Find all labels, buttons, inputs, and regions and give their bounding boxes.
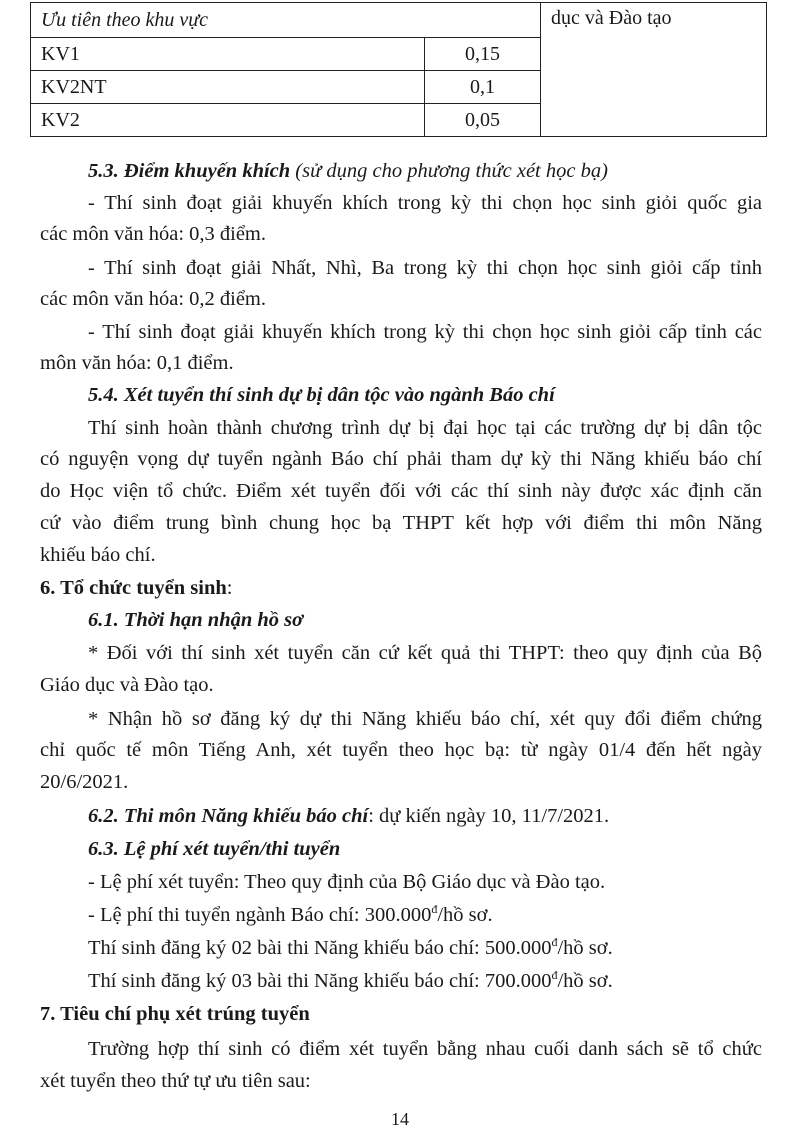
- section-6-2: [88, 803, 609, 829]
- s63-line3-text: Thí sinh đăng ký 02 bài thi Năng khiếu báo chí: 500.000: [88, 937, 552, 959]
- s63-line1: - Lệ phí xét tuyển: Theo quy định của Bộ Giáo dục và Đào tạo.: [88, 871, 606, 893]
- section-7-heading: 7. Tiêu chí phụ xét trúng tuyển: [40, 1003, 310, 1025]
- s7-line1: Trường hợp thí sinh có điểm xét tuyển bằng nhau cuối danh sách sẽ tổ chức: [88, 1038, 762, 1060]
- section-6-3-heading: 6.3. Lệ phí xét tuyển/thi tuyển: [88, 838, 341, 860]
- currency-sup: đ: [551, 935, 558, 950]
- table-cell-label: KV2NT: [31, 71, 425, 104]
- s53-bullet3-line2: môn văn hóa: 0,1 điểm.: [40, 352, 234, 374]
- table-cell-value: 0,1: [425, 71, 541, 104]
- table-cell-value: 0,15: [425, 38, 541, 71]
- currency-sup: đ: [431, 902, 438, 917]
- s63-line3: [88, 935, 613, 961]
- table-header-label: Ưu tiên theo khu vực: [31, 3, 541, 38]
- s63-line4-tail: /hồ sơ.: [557, 970, 613, 992]
- section-6-1-heading: 6.1. Thời hạn nhận hồ sơ: [88, 609, 304, 631]
- section-6-colon: :: [226, 577, 233, 599]
- section-6-2-title: 6.2. Thi môn Năng khiếu báo chí: [88, 805, 369, 827]
- page-number: 14: [391, 1109, 409, 1129]
- s54-line2: có nguyện vọng dự tuyển ngành Báo chí phải tham dự kỳ thi Năng khiếu báo chí: [40, 448, 762, 470]
- s54-line3: do Học viện tổ chức. Điểm xét tuyển đối với các thí sinh này được xác định căn: [40, 480, 762, 502]
- s61-p2-line1: * Nhận hồ sơ đăng ký dự thi Năng khiếu báo chí, xét quy đổi điểm chứng: [88, 708, 762, 730]
- section-6-2-text: : dự kiến ngày 10, 11/7/2021.: [368, 805, 610, 827]
- s53-bullet2-line1: - Thí sinh đoạt giải Nhất, Nhì, Ba trong kỳ thi chọn học sinh giỏi cấp tỉnh: [88, 257, 762, 279]
- table-cell-label: KV1: [31, 38, 425, 71]
- s53-bullet2-line2: các môn văn hóa: 0,2 điểm.: [40, 288, 267, 310]
- s61-p2-line2: chỉ quốc tế môn Tiếng Anh, xét tuyển theo học bạ: từ ngày 01/4 đến hết ngày: [40, 739, 762, 761]
- section-5-3-note: (sử dụng cho phương thức xét học bạ): [295, 160, 608, 182]
- s63-line2: [88, 902, 493, 928]
- s54-line5: khiếu báo chí.: [40, 544, 156, 566]
- section-6-heading: [40, 575, 233, 601]
- s61-p1-line2: Giáo dục và Đào tạo.: [40, 674, 214, 696]
- section-5-3-heading: [88, 158, 608, 184]
- table-side-note: dục và Đào tạo: [541, 3, 767, 137]
- s63-line3-tail: /hồ sơ.: [557, 937, 613, 959]
- section-5-3-title: 5.3. Điểm khuyến khích: [88, 160, 291, 182]
- section-5-4-heading: 5.4. Xét tuyển thí sinh dự bị dân tộc vào ngành Báo chí: [88, 384, 555, 406]
- s63-line4-text: Thí sinh đăng ký 03 bài thi Năng khiếu báo chí: 700.000: [88, 970, 552, 992]
- s53-bullet1-line2: các môn văn hóa: 0,3 điểm.: [40, 223, 267, 245]
- priority-table: [30, 2, 767, 137]
- s63-line2-tail: /hồ sơ.: [437, 904, 493, 926]
- section-6-title: 6. Tổ chức tuyển sinh: [40, 577, 227, 599]
- s63-line2-text: - Lệ phí thi tuyển ngành Báo chí: 300.000: [88, 904, 432, 926]
- currency-sup: đ: [551, 968, 558, 983]
- s54-line1: Thí sinh hoàn thành chương trình dự bị đại học tại các trường dự bị dân tộc: [88, 417, 762, 439]
- s54-line4: cứ vào điểm trung bình chung học bạ THPT kết hợp với điểm thi môn Năng: [40, 512, 762, 534]
- table-cell-label: KV2: [31, 104, 425, 137]
- s63-line4: [88, 968, 613, 994]
- table-header-row: [31, 3, 767, 38]
- s61-p1-line1: * Đối với thí sinh xét tuyển căn cứ kết quả thi THPT: theo quy định của Bộ: [88, 642, 762, 664]
- s53-bullet1-line1: - Thí sinh đoạt giải khuyến khích trong kỳ thi chọn học sinh giỏi quốc gia: [88, 192, 762, 214]
- s61-p2-line3: 20/6/2021.: [40, 771, 129, 793]
- s7-line2: xét tuyển theo thứ tự ưu tiên sau:: [40, 1070, 311, 1092]
- s53-bullet3-line1: - Thí sinh đoạt giải khuyến khích trong kỳ thi chọn học sinh giỏi cấp tỉnh các: [88, 321, 762, 343]
- table-cell-value: 0,05: [425, 104, 541, 137]
